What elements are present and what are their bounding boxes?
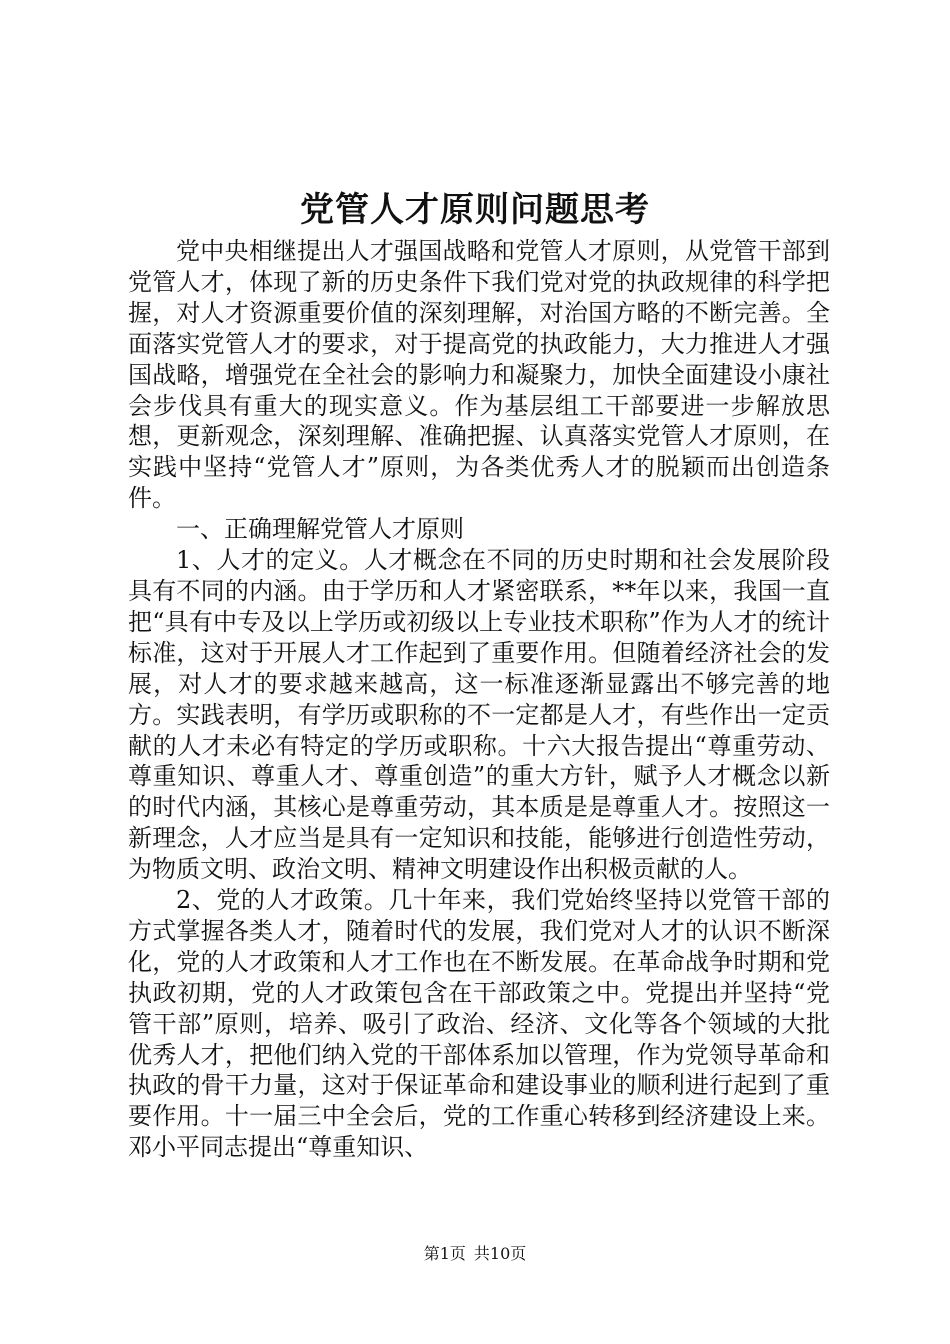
talent-policy-paragraph: 2、党的人才政策。几十年来，我们党始终坚持以党管干部的方式掌握各类人才，随着时代的发展，我们党对人才的认识不断深化，党的人才政策和人才工作也在不断发展。在革命战争时期和党执政初期，党的人才政策包含在干部政策之中。党提出并坚持“党管干部”原则，培养、吸引了政治、经济、文化等各个领域的大批优秀人才，把他们纳入党的干部体系加以管理，作为党领导革命和执政的骨干力量，这对于保证革命和建设事业的顺利进行起到了重要作用。十一届三中全会后，党的工作重心转移到经济建设上来。邓小平同志提出“尊重知识、 [128,886,830,1162]
page-total: 共10页 [473,1244,527,1263]
page-number: 第1页 [423,1244,466,1263]
section-heading: 一、正确理解党管人才原则 [176,515,464,544]
document-body [128,236,830,1163]
document-title: 党管人才原则问题思考 [300,190,650,230]
intro-paragraph: 党中央相继提出人才强国战略和党管人才原则，从党管干部到党管人才，体现了新的历史条件下我们党对党的执政规律的科学把握，对人才资源重要价值的深刻理解，对治国方略的不断完善。全面落实党管人才的要求，对于提高党的执政能力，大力推进人才强国战略，增强党在全社会的影响力和凝聚力，加快全面建设小康社会步伐具有重大的现实意义。作为基层组工干部要进一步解放思想，更新观念，深刻理解、准确把握、认真落实党管人才原则，在实践中坚持“党管人才”原则，为各类优秀人才的脱颖而出创造条件。 [128,237,830,513]
talent-definition-paragraph: 1、人才的定义。人才概念在不同的历史时期和社会发展阶段具有不同的内涵。由于学历和人才紧密联系，**年以来，我国一直把“具有中专及以上学历或初级以上专业技术职称”作为人才的统计标准，这对于开展人才工作起到了重要作用。但随着经济社会的发展，对人才的要求越来越高，这一标准逐渐显露出不够完善的地方。实践表明，有学历或职称的不一定都是人才，有些作出一定贡献的人才未必有特定的学历或职称。十六大报告提出“尊重劳动、尊重知识、尊重人才、尊重创造”的重大方针，赋予人才概念以新的时代内涵，其核心是尊重劳动，其本质是是尊重人才。按照这一新理念，人才应当是具有一定知识和技能，能够进行创造性劳动，为物质文明、政治文明、精神文明建设作出积极贡献的人。 [128,546,830,884]
page-footer [0,1243,950,1265]
